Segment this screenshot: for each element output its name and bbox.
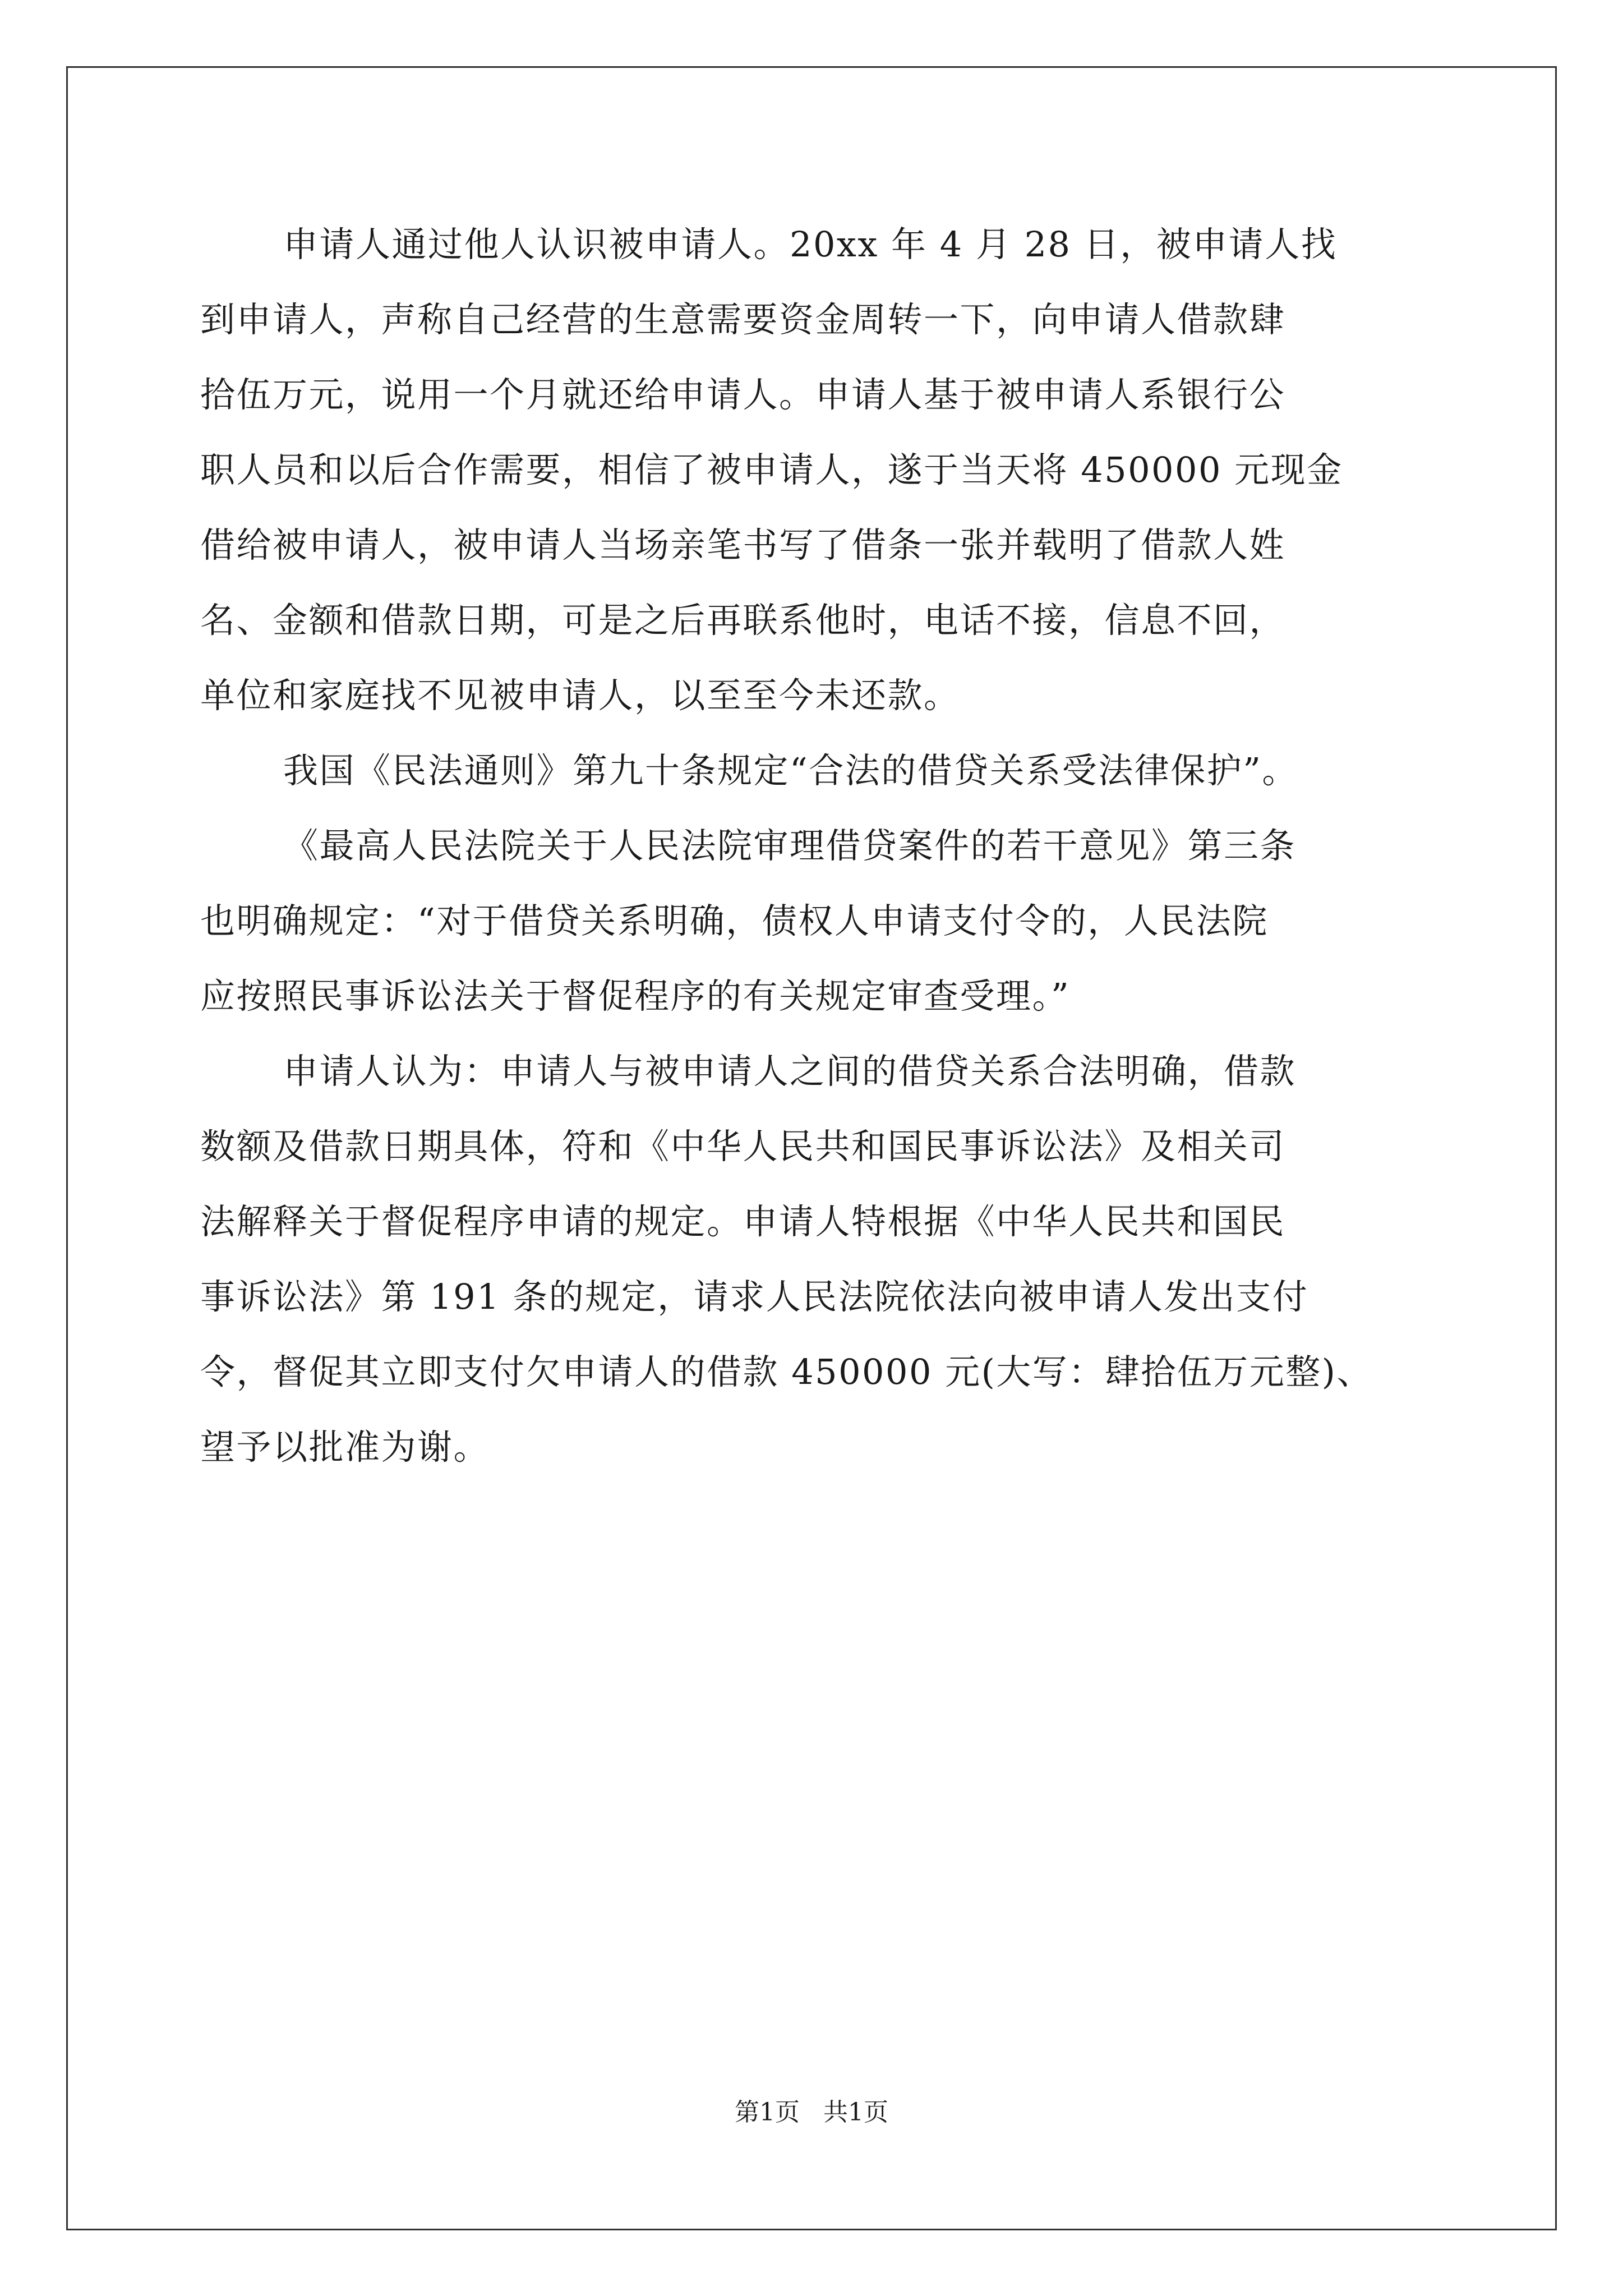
paragraph-4-line-2: 数额及借款日期具体，符和《中华人民共和国民事诉讼法》及相关司 <box>200 1126 1286 1167</box>
paragraph-4-line-1: 申请人认为：申请人与被申请人之间的借贷关系合法明确，借款 <box>283 1051 1297 1092</box>
paragraph-1-line-6: 名、金额和借款日期，可是之后再联系他时，电话不接，信息不回， <box>200 600 1286 641</box>
paragraph-1-line-3: 拾伍万元，说用一个月就还给申请人。申请人基于被申请人系银行公 <box>200 374 1286 415</box>
paragraph-3-line-1: 《最高人民法院关于人民法院审理借贷案件的若干意见》第三条 <box>283 825 1297 866</box>
paragraph-1-line-5: 借给被申请人，被申请人当场亲笔书写了借条一张并载明了借款人姓 <box>200 524 1286 565</box>
paragraph-2-line-1: 我国《民法通则》第九十条规定“合法的借贷关系受法律保护”。 <box>283 750 1298 791</box>
page-number-footer: 第1页 共1页 <box>735 2098 888 2127</box>
paragraph-4-line-5: 令，督促其立即支付欠申请人的借款 450000 元(大写：肆拾伍万元整)、 <box>200 1351 1373 1392</box>
paragraph-1-line-7: 单位和家庭找不见被申请人，以至至今未还款。 <box>200 675 960 716</box>
paragraph-4-line-6: 望予以批准为谢。 <box>200 1427 490 1467</box>
paragraph-1-line-1: 申请人通过他人认识被申请人。20xx 年 4 月 28 日，被申请人找 <box>283 224 1338 265</box>
paragraph-3-line-2: 也明确规定：“对于借贷关系明确，债权人申请支付令的，人民法院 <box>200 900 1269 941</box>
paragraph-4-line-3: 法解释关于督促程序申请的规定。申请人特根据《中华人民共和国民 <box>200 1201 1286 1242</box>
paragraph-1-line-4: 职人员和以后合作需要，相信了被申请人，遂于当天将 450000 元现金 <box>200 449 1343 490</box>
paragraph-3-line-3: 应按照民事诉讼法关于督促程序的有关规定审查受理。” <box>200 976 1071 1016</box>
paragraph-4-line-4: 事诉讼法》第 191 条的规定，请求人民法院依法向被申请人发出支付 <box>200 1276 1309 1317</box>
paragraph-1-line-2: 到申请人，声称自己经营的生意需要资金周转一下，向申请人借款肆 <box>200 299 1286 340</box>
